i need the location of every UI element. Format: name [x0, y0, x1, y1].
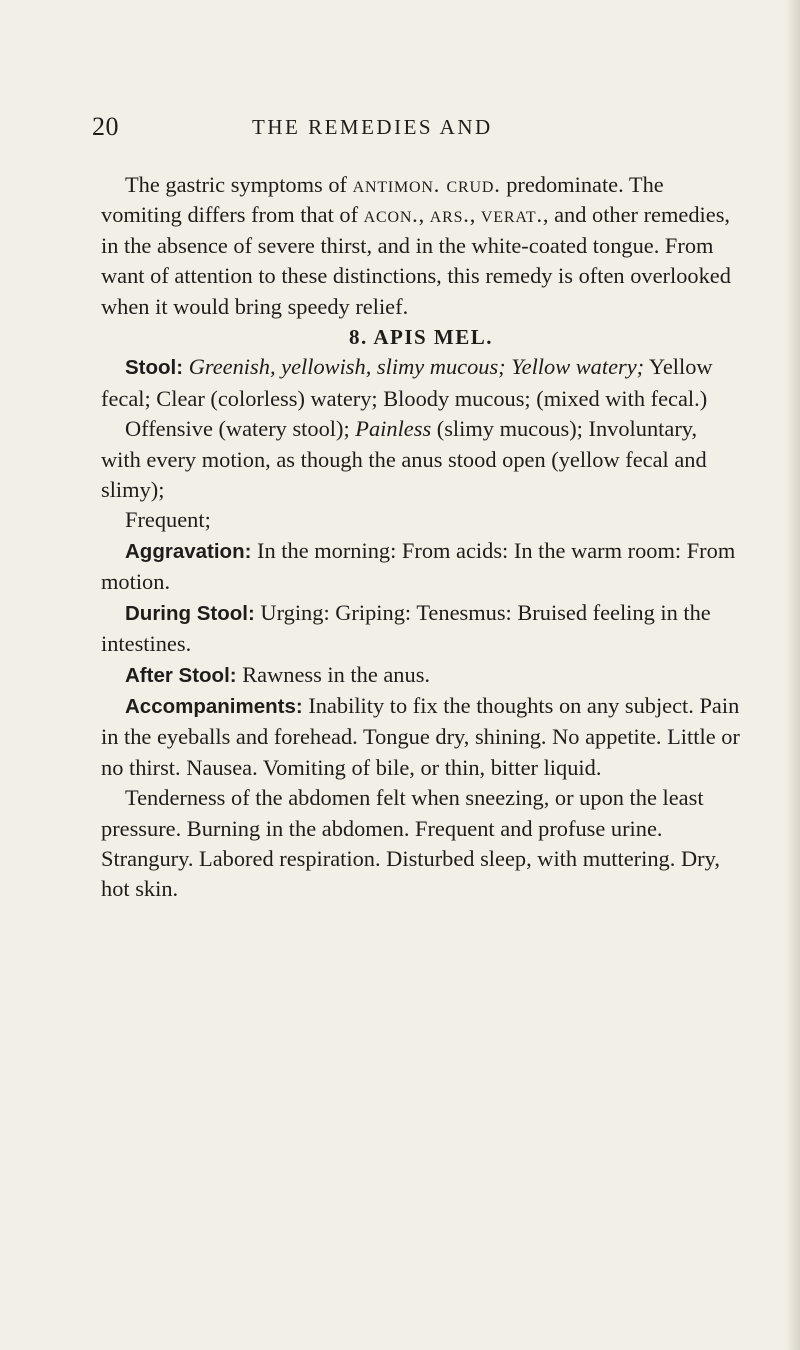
offensive-italic: Painless	[355, 416, 432, 442]
accompaniments-label: Accompaniments:	[125, 694, 303, 718]
accompaniments-paragraph	[101, 691, 741, 783]
intro-text-1: The gastric symptoms of	[125, 172, 353, 197]
during-stool-text: Urging: Griping: Tenesmus: Bruised feeling in the intestines.	[101, 599, 711, 657]
aggravation-text: In the morning: From acids: In the warm room: From motion.	[101, 537, 736, 595]
intro-text-4: ,	[469, 202, 481, 228]
after-stool-label: After Stool:	[125, 663, 237, 687]
intro-text-3: ,	[418, 202, 430, 228]
accompaniments-text: Inability to fix the thoughts on any subject. Pain in the eyeballs and forehead. Tongue dry, shining. No appetite. Little or no thirst. Nausea. Vomiting of bile, or thin, bitter liquid.	[101, 692, 740, 780]
running-title: THE REMEDIES AND	[252, 115, 493, 139]
during-stool-label: During Stool:	[125, 601, 255, 625]
remedy-verat: verat.	[480, 202, 543, 228]
offensive-text-2: (slimy mucous); Involuntary, with every motion, as though the anus stood open (yellow fecal and slimy);	[101, 416, 707, 503]
after-stool-paragraph	[101, 660, 741, 691]
intro-text-5: , and other remedies, in the absence of severe thirst, and in the white-coated tongue. From want of attention to these distinctions, this remedy is often overlooked when it would bring speedy relief.	[101, 202, 731, 319]
aggravation-paragraph	[101, 536, 741, 598]
stool-label: Stool:	[125, 356, 184, 380]
offensive-text-1: Offensive (watery stool);	[125, 416, 356, 442]
stool-paragraph	[101, 352, 741, 414]
page-edge-shadow	[786, 0, 800, 1350]
page-header	[92, 112, 732, 152]
intro-paragraph	[101, 170, 741, 322]
remedy-acon: acon.	[363, 202, 419, 228]
intro-text-2: predominate. The vomiting differs from that of	[101, 172, 664, 228]
aggravation-label: Aggravation:	[125, 539, 252, 563]
offensive-paragraph	[101, 414, 741, 505]
during-stool-paragraph	[101, 598, 741, 660]
after-stool-text: Rawness in the anus.	[236, 661, 431, 687]
remedy-antimon-crud: antimon. crud.	[352, 172, 501, 197]
tenderness-paragraph: Tenderness of the abdomen felt when sneezing, or upon the least pressure. Burning in the abdomen. Frequent and profuse urine. Strangury. Labored respiration. Disturbed sleep, with muttering. Dry, hot skin.	[101, 785, 720, 902]
page-number: 20	[92, 112, 119, 141]
body-text	[101, 170, 741, 905]
frequent-paragraph: Frequent;	[125, 507, 211, 533]
remedy-ars: ars.	[429, 202, 470, 228]
stool-italic: Greenish, yellowish, slimy mucous; Yellow watery;	[188, 354, 645, 380]
section-heading: 8. APIS MEL.	[348, 325, 494, 350]
stool-text: Yellow fecal; Clear (colorless) watery; Bloody mucous; (mixed with fecal.)	[101, 354, 713, 411]
